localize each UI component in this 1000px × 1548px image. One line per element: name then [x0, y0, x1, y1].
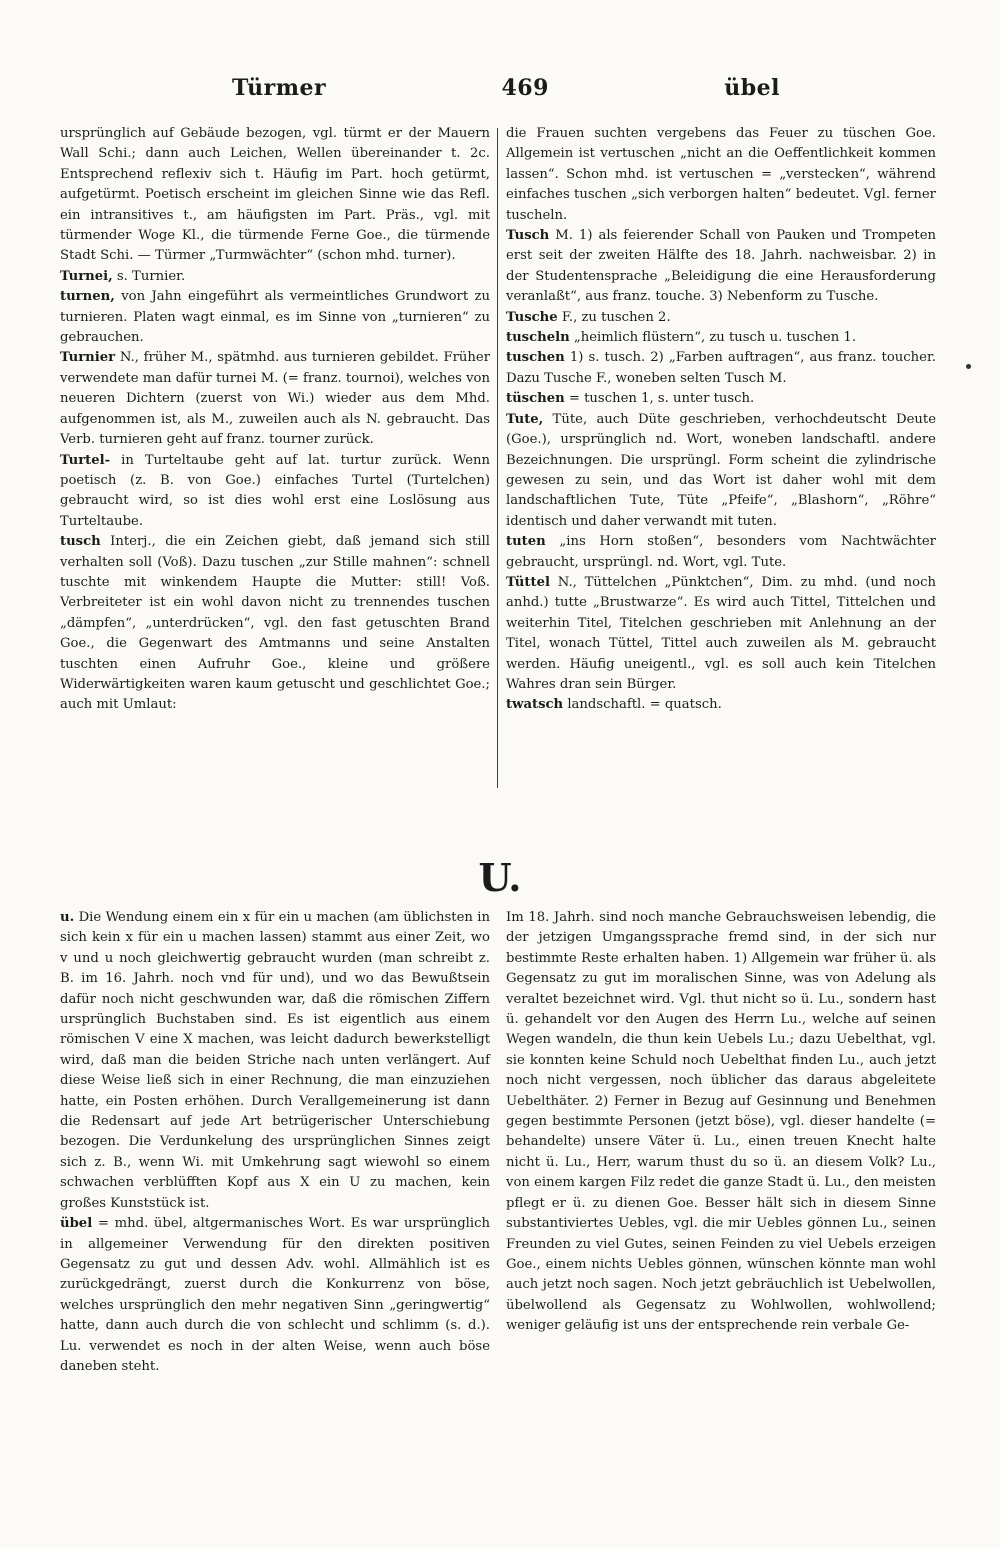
entry-headword: tuscheln: [506, 330, 570, 346]
entry-text: N., früher M., spätmhd. aus turnieren gebildet. Früher verwendete man dafür turnei M. (= franz. tournoi), welches von neueren Dichtern (zuerst von Wi.) wieder aus dem Mhd. aufgenommen ist, als M., zuweilen auch als N. gebraucht. Das Verb. turnieren geht auf franz. tourner zurück.: [60, 350, 490, 448]
dictionary-entry: [60, 348, 490, 450]
entry-headword: Tüttel: [506, 574, 550, 590]
entry-text: Tüte, auch Düte geschrieben, verhochdeutscht Deute (Goe.), ursprünglich nd. Wort, woneben landschaftl. andere Bezeichnungen. Die ursprüngl. Form scheint die zylindrische gewesen zu sein, und das Wort ist daher wohl mit dem landschaftlichen Tute, Tüte „Pfeife“, „Blashorn“, „Röhre“ identisch und daher verwandt mit tuten.: [506, 411, 936, 529]
entry-text: N., Tüttelchen „Pünktchen“, Dim. zu mhd. (und noch anhd.) tutte „Brustwarze“. Es wird auch Tittel, Tittelchen und weiterhin Titel, Titelchen geschrieben mit Anlehnung an der Titel, wonach Tüttel, Tittel auch zuweilen als M. gebraucht werden. Häufig uneigentl., vgl. es soll auch kein Titelchen Wahres dran sein Bürger.: [506, 574, 936, 692]
margin-dot: [966, 364, 971, 369]
entry-text: = tuschen 1, s. unter tusch.: [564, 391, 755, 407]
section-letter-heading: U.: [478, 855, 522, 900]
entry-headword: Turnier: [60, 350, 116, 366]
entry-text: s. Turnier.: [112, 268, 186, 284]
entry-headword: tusch: [60, 534, 101, 550]
dictionary-entry: [506, 410, 936, 532]
dictionary-entry: [60, 267, 490, 287]
entry-text: Interj., die ein Zeichen giebt, daß jemand sich still verhalten soll (Voß). Dazu tuschen „zur Stille mahnen“: schnell tuschte mit winkendem Haupte die Mutter: still! Voß. Verbreiteter ist ein wohl davon nicht zu trennendes tuschen „dämpfen“, „unterdrücken“, vgl. den fast getuschten Brand Goe., die Gegenwart des Amtmanns und seine Anstalten tuschten einen Aufruhr Goe., kleine und größere Widerwärtigkeiten waren kaum getuscht und geschlichtet Goe.; auch mit Umlaut:: [60, 534, 490, 713]
entry-headword: u.: [60, 910, 75, 925]
dictionary-entry: [60, 532, 490, 716]
dictionary-entry: [506, 124, 936, 226]
dictionary-entry: [506, 308, 936, 328]
entry-text: ursprünglich auf Gebäude bezogen, vgl. türmt er der Mauern Wall Schi.; dann auch Leichen, Wellen übereinander t. 2c. Entsprechend reflexiv sich t. Häufig im Part. hoch getürmt, aufgetürmt. Poetisch erscheint im gleichen Sinne wie das Refl. ein intransitives t., am häufigsten im Part. Präs., vgl. mit türmender Woge Kl., die türmende Ferne Goe., die türmende Stadt Schi. — Türmer „Turmwächter“ (schon mhd. turner).: [60, 126, 490, 264]
entry-text: landschaftl. = quatsch.: [563, 697, 722, 713]
entry-text: F., zu tuschen 2.: [557, 309, 671, 325]
dictionary-entry: [60, 451, 490, 533]
top-right-column: [506, 124, 936, 716]
entry-headword: Turnei,: [60, 268, 113, 284]
entry-headword: Turtel-: [60, 452, 111, 468]
dictionary-entry: [506, 328, 936, 348]
dictionary-entry: [506, 389, 936, 409]
entry-text: Die Wendung einem ein x für ein u machen (am üblichsten in sich kein x für ein u machen lassen) stammt aus einer Zeit, wo v und u noch gleichwertig gebraucht wurden (man schreibt z. B. im 16. Jahrh. noch vnd für und), und wo das Bewußtsein dafür noch nicht geschwunden war, daß die römischen Ziffern ursprünglich Buchstaben sind. Es ist eigentlich aus einem römischen V eine X machen, was leicht dadurch bewerkstelligt wird, daß man die beiden Striche nach unten verlängert. Auf diese Weise ließ sich in einer Rechnung, die man einzuziehen hatte, ein Posten erhöhen. Durch Verallgemeinerung ist dann die Redensart auf jede Art betrügerischer Unterschiebung bezogen. Die Verdunkelung des ursprünglichen Sinnes zeigt sich z. B., wenn Wi. mit Umkehrung sagt wiewohl so einem schwachen verblüfften Kopf aus X ein U zu machen, kein großes Kunststück ist.: [60, 910, 490, 1211]
dictionary-entry: [60, 287, 490, 348]
bottom-right-column: [506, 908, 936, 1337]
entry-headword: twatsch: [506, 697, 564, 713]
right-headword: übel: [724, 75, 780, 101]
dictionary-entry: [506, 532, 936, 573]
entry-text: M. 1) als feierender Schall von Pauken und Trompeten erst seit der zweiten Hälfte des 18. Jahrh. nachweisbar. 2) in der Studentensprache „Beleidigung die eine Herausforderung veranlaßt“, aus franz. touche. 3) Nebenform zu Tusche.: [506, 228, 936, 305]
entry-headword: tuschen: [506, 350, 565, 366]
entry-text: 1) s. tusch. 2) „Farben auftragen“, aus franz. toucher. Dazu Tusche F., woneben selten Tusch M.: [506, 350, 936, 386]
page-number: 469: [501, 75, 549, 101]
dictionary-entry: [506, 695, 936, 715]
entry-headword: turnen,: [60, 289, 115, 305]
entry-text: von Jahn eingeführt als vermeintliches Grundwort zu turnieren. Platen wagt einmal, es im Sinne von „turnieren“ zu gebrauchen.: [60, 289, 490, 346]
entry-text: „heimlich flüstern“, zu tusch u. tuschen 1.: [569, 330, 857, 346]
entry-headword: Tusch: [506, 228, 550, 244]
top-left-column: [60, 124, 490, 716]
dictionary-entry: [60, 1214, 490, 1377]
dictionary-entry: [60, 124, 490, 267]
entry-text: „ins Horn stoßen“, besonders vom Nachtwächter gebraucht, ursprüngl. nd. Wort, vgl. Tute.: [506, 534, 936, 570]
entry-headword: Tute,: [506, 411, 544, 427]
dictionary-entry: [506, 226, 936, 308]
bottom-left-column: [60, 908, 490, 1377]
dictionary-entry: [506, 573, 936, 695]
running-header: [60, 70, 940, 106]
entry-text: Im 18. Jahrh. sind noch manche Gebrauchsweisen lebendig, die der jetzigen Umgangssprache fremd sind, in der sich nur bestimmte Reste erhalten haben. 1) Allgemein war früher ü. als Gegensatz zu gut im moralischen Sinne, was von Adelung als veraltet bezeichnet wird. Vgl. thut nicht so ü. Lu., sondern hast ü. gehandelt vor den Augen des Herrn Lu., welche auf seinen Wegen wandeln, die thun kein Uebels Lu.; dazu Uebelthat, vgl. sie konnten keine Schuld noch Uebelthat finden Lu., auch jetzt noch nicht vergessen, noch üblicher das daraus abgeleitete Uebelthäter. 2) Ferner in Bezug auf Gesinnung und Benehmen gegen bestimmte Personen (jetzt böse), vgl. dieser handelte (= behandelte) unsere Väter ü. Lu., einen treuen Knecht halte nicht ü. Lu., Herr, warum thust du so ü. an diesem Volk? Lu., von einem kargen Filz redet die ganze Stadt ü. Lu., den meisten pflegt er ü. zu dienen Goe. Besser hält sich in diesem Sinne substantiviertes Uebles, vgl. die mir Uebles gönnen Lu., seinen Freunden zu viel Gutes, seinen Feinden zu viel Uebels erzeigen Goe., einem nichts Uebles gönnen, wünschen könnte man wohl auch jetzt noch sagen. Noch jetzt gebräuchlich ist Uebelwollen, übelwollend als Gegensatz zu Wohlwollen, wohlwollend; weniger geläufig ist uns der entsprechende rein verbale Ge-: [506, 910, 936, 1334]
entry-headword: tuten: [506, 534, 546, 550]
column-divider: [497, 128, 498, 788]
entry-text: die Frauen suchten vergebens das Feuer zu tüschen Goe. Allgemein ist vertuschen „nicht an die Oeffentlichkeit kommen lassen“. Schon mhd. ist vertuschen = „verstecken“, während einfaches tuschen „sich verborgen halten“ bedeutet. Vgl. ferner tuscheln.: [506, 126, 936, 223]
dictionary-entry: [506, 348, 936, 389]
dictionary-entry: [506, 908, 936, 1337]
entry-headword: Tusche: [506, 309, 558, 325]
left-headword: Türmer: [232, 75, 327, 101]
dictionary-entry: [60, 908, 490, 1214]
entry-text: in Turteltaube geht auf lat. turtur zurück. Wenn poetisch (z. B. von Goe.) einfaches Turtel (Turtelchen) gebraucht wird, so ist dies wohl erst eine Loslösung aus Turteltaube.: [60, 452, 490, 529]
entry-text: = mhd. übel, altgermanisches Wort. Es war ursprünglich in allgemeiner Verwendung für den direkten positiven Gegensatz zu gut und dessen Adv. wohl. Allmählich ist es zurückgedrängt, zuerst durch die Konkurrenz von böse, welches ursprünglich den mehr negativen Sinn „geringwertig“ hatte, dann auch durch die von schlecht und schlimm (s. d.). Lu. verwendet es noch in der alten Weise, wenn auch böse daneben steht.: [60, 1216, 490, 1374]
entry-headword: tüschen: [506, 391, 565, 407]
entry-headword: übel: [60, 1216, 93, 1232]
